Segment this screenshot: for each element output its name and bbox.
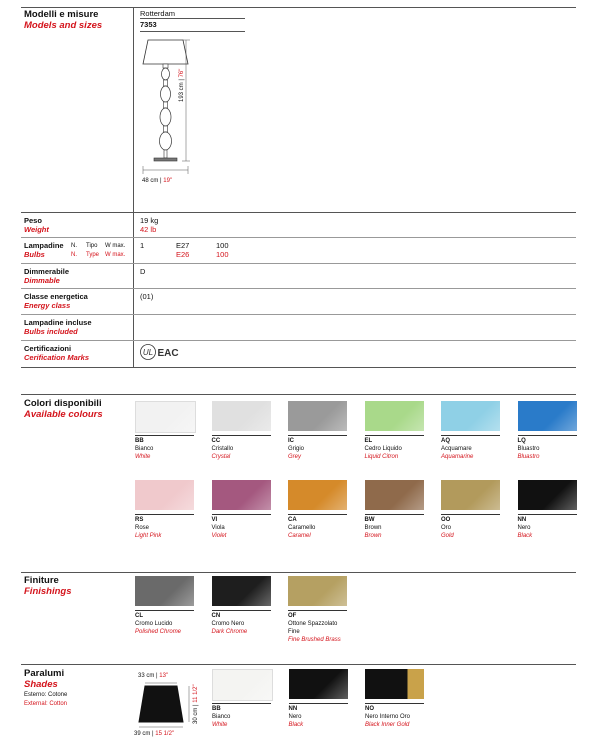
cert-label-en: Cerification Marks	[24, 353, 90, 362]
certification-marks-icon	[140, 343, 180, 361]
bulbs-n-header-en: N.	[71, 252, 77, 258]
swatch-divider	[135, 435, 194, 436]
shades-external-en: External: Cotton	[24, 701, 68, 707]
colours-swatch-el[interactable]	[365, 401, 424, 431]
shades-rule	[21, 664, 576, 665]
swatch-name-en: Light Pink	[135, 533, 162, 539]
swatch-code: CC	[211, 438, 221, 444]
bulbs-watt: 100	[216, 241, 229, 250]
swatch-name-en: Fine Brushed Brass	[288, 637, 341, 643]
shades-external: Esterno: Cotone	[24, 692, 68, 698]
energy-label: Classe energetica	[24, 292, 88, 301]
swatch-name: Nero Interno Oro	[365, 714, 411, 720]
bulbs-type-en: E26	[176, 250, 190, 259]
swatch-code: NO	[365, 706, 374, 712]
swatch-name-en: Bluastro	[517, 454, 540, 460]
finishings-swatch-cl[interactable]	[135, 576, 194, 606]
swatch-divider	[135, 610, 194, 611]
weight-kg: 19 kg	[140, 216, 159, 225]
swatch-code: BW	[364, 517, 375, 523]
cert-label: Certificazioni	[24, 344, 72, 353]
model-name-rule	[140, 18, 245, 19]
swatch-name-en: Crystal	[211, 454, 231, 460]
colours-label-en: Available colours	[24, 409, 103, 420]
swatch-divider	[288, 435, 347, 436]
finishings-swatch-of[interactable]	[288, 576, 347, 606]
shades-label: Paralumi	[24, 668, 65, 679]
swatch-name: Cedro Liquido	[364, 446, 402, 452]
bulbs-label: Lampadine	[24, 241, 64, 250]
swatch-code: EL	[364, 438, 373, 444]
swatch-name: Cromo Lucido	[135, 621, 173, 627]
swatch-divider	[212, 610, 271, 611]
swatch-divider	[288, 610, 347, 611]
bulbs-type: E27	[176, 241, 190, 250]
energy-rule	[21, 288, 576, 289]
weight-lb: 42 lb	[140, 225, 157, 234]
width-label: 48 cm | 19"	[142, 178, 173, 184]
weight-rule	[21, 212, 576, 213]
swatch-name-en: Black	[517, 533, 533, 539]
shades-swatch-bb[interactable]	[212, 669, 273, 701]
energy-label-en: Energy class	[24, 301, 71, 310]
svg-text:EAC: EAC	[157, 348, 179, 359]
bulbs-rule	[21, 237, 576, 238]
finishings-label-en: Finishings	[24, 586, 72, 597]
bulbs-label-en: Bulbs	[24, 250, 45, 259]
swatch-name: Ottone Spazzolato Fine	[288, 621, 338, 635]
specs-bottom-rule	[21, 367, 576, 368]
swatch-divider	[365, 435, 424, 436]
swatch-name-en: Dark Chrome	[211, 629, 248, 635]
floor-lamp-drawing	[130, 30, 230, 190]
dimmable-rule	[21, 263, 576, 264]
bulbs-n-header: N.	[71, 243, 77, 249]
swatch-code: CN	[211, 613, 221, 619]
swatch-name: Bluastro	[517, 446, 540, 452]
colours-swatch-ca[interactable]	[288, 480, 347, 510]
shade-bottom-dim: 39 cm | 15 1/2"	[134, 731, 175, 737]
swatch-code: VI	[211, 517, 218, 523]
colours-rule	[21, 394, 576, 395]
swatch-code: RS	[135, 517, 144, 523]
dimmable-label: Dimmerabile	[24, 267, 70, 276]
swatch-divider	[212, 514, 271, 515]
swatch-name-en: Black	[288, 722, 304, 728]
finishings-label: Finiture	[24, 575, 59, 586]
swatch-divider	[365, 703, 424, 704]
models-label-en: Models and sizes	[24, 20, 103, 31]
finishings-swatch-cn[interactable]	[212, 576, 271, 606]
swatch-code: BB	[135, 438, 144, 444]
swatch-code: OF	[288, 613, 297, 619]
weight-label: Peso	[24, 216, 42, 225]
swatch-name-en: Brown	[364, 533, 382, 539]
swatch-name: Brown	[364, 525, 382, 531]
included-label: Lampadine incluse	[24, 318, 92, 327]
swatch-name-en: Aquamarine	[441, 454, 474, 460]
swatch-name-en: Polished Chrome	[135, 629, 182, 635]
dimmable-value: D	[140, 267, 146, 276]
colours-swatch-oo[interactable]	[441, 480, 500, 510]
swatch-name: Acquamare	[441, 446, 472, 452]
models-label: Modelli e misure	[24, 9, 99, 20]
swatch-name: Bianco	[212, 714, 231, 720]
colours-swatch-ic[interactable]	[288, 401, 347, 431]
swatch-name: Cristallo	[211, 446, 234, 452]
swatch-name: Rose	[135, 525, 150, 531]
colours-swatch-rs[interactable]	[135, 480, 194, 510]
swatch-name: Bianco	[135, 446, 154, 452]
swatch-name: Oro	[441, 525, 452, 531]
bulbs-type-header-en: Type	[86, 252, 100, 258]
colours-swatch-bw[interactable]	[365, 480, 424, 510]
swatch-divider	[289, 703, 348, 704]
model-name: Rotterdam	[140, 9, 176, 18]
swatch-code: LQ	[517, 438, 526, 444]
swatch-name: Viola	[211, 525, 225, 531]
shade-height-dim: 30 cm | 11 1/2"	[193, 684, 199, 724]
bulbs-watt-header-en: W max.	[105, 252, 126, 258]
shades-swatch-nn[interactable]	[289, 669, 348, 699]
bulbs-watt-en: 100	[216, 250, 229, 259]
shades-swatch-no[interactable]	[365, 669, 424, 699]
swatch-name: Cromo Nero	[211, 621, 245, 627]
included-rule	[21, 314, 576, 315]
swatch-divider	[518, 514, 577, 515]
swatch-divider	[212, 703, 271, 704]
model-code: 7353	[140, 20, 157, 29]
swatch-code: NN	[517, 517, 527, 523]
included-label-en: Bulbs included	[24, 327, 78, 336]
top-rule	[21, 7, 576, 8]
energy-value: (01)	[140, 292, 154, 301]
swatch-name-en: Caramel	[288, 533, 311, 539]
svg-text:UL: UL	[142, 348, 154, 357]
finishings-rule	[21, 572, 576, 573]
swatch-name-en: Gold	[441, 533, 454, 539]
swatch-name-en: White	[212, 722, 228, 728]
bulbs-qty: 1	[140, 241, 145, 250]
swatch-name-en: Grey	[288, 454, 302, 460]
swatch-name: Nero	[517, 525, 531, 531]
colours-swatch-lq[interactable]	[518, 401, 577, 431]
swatch-divider	[135, 514, 194, 515]
swatch-divider	[365, 514, 424, 515]
swatch-name-en: Liquid Citron	[364, 454, 399, 460]
swatch-divider	[212, 435, 271, 436]
swatch-divider	[441, 514, 500, 515]
swatch-name: Nero	[288, 714, 302, 720]
weight-label-en: Weight	[24, 225, 49, 234]
swatch-name-en: Violet	[211, 533, 227, 539]
shade-top-dim: 33 cm | 13"	[138, 673, 169, 679]
swatch-name-en: Black Inner Gold	[365, 722, 410, 728]
swatch-code: CA	[288, 517, 297, 523]
swatch-name: Caramello	[288, 525, 316, 531]
shades-label-en: Shades	[24, 679, 58, 690]
dimmable-label-en: Dimmable	[24, 276, 60, 285]
swatch-code: IC	[288, 438, 294, 444]
swatch-code: CL	[135, 613, 143, 619]
colours-label: Colori disponibili	[24, 398, 102, 409]
swatch-divider	[441, 435, 500, 436]
swatch-code: BB	[212, 706, 221, 712]
swatch-name: Grigio	[288, 446, 305, 452]
colours-swatch-cc[interactable]	[212, 401, 271, 431]
colours-swatch-bb[interactable]	[135, 401, 196, 433]
height-label: 193 cm | 76"	[179, 68, 185, 102]
swatch-code: NN	[288, 706, 298, 712]
colours-swatch-vi[interactable]	[212, 480, 271, 510]
bulbs-type-header: Tipo	[86, 243, 98, 249]
swatch-divider	[518, 435, 577, 436]
swatch-name-en: White	[135, 454, 151, 460]
bulbs-watt-header: W max.	[105, 243, 126, 249]
swatch-divider	[288, 514, 347, 515]
cert-rule	[21, 340, 576, 341]
colours-swatch-nn[interactable]	[518, 480, 577, 510]
swatch-code: AQ	[441, 438, 450, 444]
swatch-code: OO	[441, 517, 451, 523]
colours-swatch-aq[interactable]	[441, 401, 500, 431]
